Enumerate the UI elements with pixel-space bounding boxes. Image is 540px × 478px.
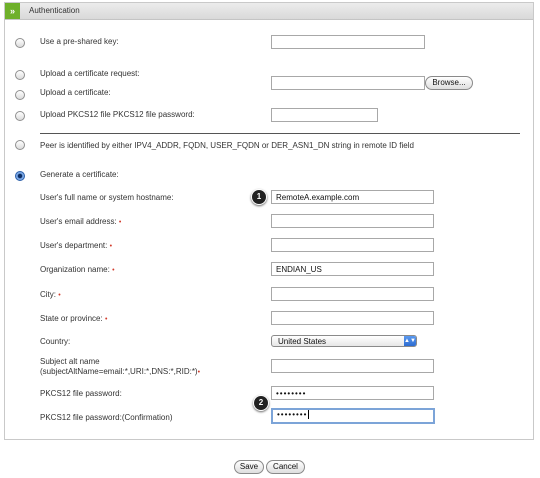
psk-label: Use a pre-shared key: bbox=[40, 37, 119, 46]
altname-sublabel: (subjectAltName=email:*,URI:*,DNS:*,RID:*)• bbox=[40, 367, 201, 376]
email-label: User's email address: • bbox=[40, 217, 122, 226]
department-input[interactable] bbox=[271, 238, 434, 252]
pkcs12-upload-label: Upload PKCS12 file PKCS12 file password: bbox=[40, 110, 195, 119]
country-select[interactable] bbox=[271, 335, 417, 347]
cert-request-label: Upload a certificate request: bbox=[40, 69, 140, 78]
radio-cert-request[interactable] bbox=[15, 70, 25, 80]
callout-2: 2 bbox=[253, 395, 269, 411]
certificate-file-input[interactable] bbox=[271, 76, 425, 90]
radio-cert-upload[interactable] bbox=[15, 90, 25, 100]
fullname-label: User's full name or system hostname: bbox=[40, 193, 174, 202]
panel-title: Authentication bbox=[29, 6, 80, 15]
city-input[interactable] bbox=[271, 287, 434, 301]
state-input[interactable] bbox=[271, 311, 434, 325]
browse-button[interactable]: Browse... bbox=[425, 76, 473, 90]
altname-input[interactable] bbox=[271, 359, 434, 373]
double-chevron-right-icon[interactable]: » bbox=[5, 3, 20, 19]
cert-upload-label: Upload a certificate: bbox=[40, 88, 111, 97]
radio-peer-id[interactable] bbox=[15, 140, 25, 150]
required-marker: • bbox=[58, 292, 61, 299]
psk-input[interactable] bbox=[271, 35, 425, 49]
organization-label: Organization name: • bbox=[40, 265, 115, 274]
required-marker: • bbox=[112, 267, 115, 274]
email-input[interactable] bbox=[271, 214, 434, 228]
pkcs12-upload-password-input[interactable] bbox=[271, 108, 378, 122]
radio-psk[interactable] bbox=[15, 38, 25, 48]
required-marker: • bbox=[118, 219, 122, 226]
required-marker: • bbox=[197, 369, 201, 376]
city-label: City: • bbox=[40, 290, 61, 299]
callout-1: 1 bbox=[251, 189, 267, 205]
text-caret bbox=[308, 410, 309, 419]
country-select-value: United States bbox=[278, 337, 327, 346]
altname-label: Subject alt name bbox=[40, 357, 100, 366]
panel-titlebar bbox=[5, 3, 533, 20]
pkcs12-password-input[interactable]: •••••••• bbox=[271, 386, 434, 400]
save-button[interactable]: Save bbox=[234, 460, 264, 474]
divider bbox=[40, 133, 520, 134]
radio-pkcs12[interactable] bbox=[15, 111, 25, 121]
fullname-input[interactable]: RemoteA.example.com bbox=[271, 190, 434, 204]
peer-id-label: Peer is identified by either IPV4_ADDR, FQDN, USER_FQDN or DER_ASN1_DN string in remote ID field bbox=[40, 141, 414, 150]
country-label: Country: bbox=[40, 337, 71, 346]
pkcs12-confirm-value: •••••••• bbox=[277, 410, 308, 419]
pkcs12-confirm-input[interactable] bbox=[271, 408, 435, 424]
required-marker: • bbox=[104, 316, 108, 323]
radio-generate-certificate[interactable] bbox=[15, 171, 25, 181]
organization-input[interactable]: ENDIAN_US bbox=[271, 262, 434, 276]
department-label: User's department: • bbox=[40, 241, 113, 250]
pkcs12-password-label: PKCS12 file password: bbox=[40, 389, 122, 398]
generate-certificate-label: Generate a certificate: bbox=[40, 170, 119, 179]
required-marker: • bbox=[109, 243, 113, 250]
state-label: State or province: • bbox=[40, 314, 108, 323]
cancel-button[interactable]: Cancel bbox=[266, 460, 305, 474]
updown-arrows-icon: ▲▼ bbox=[404, 338, 416, 344]
pkcs12-confirm-label: PKCS12 file password:(Confirmation) bbox=[40, 413, 173, 422]
